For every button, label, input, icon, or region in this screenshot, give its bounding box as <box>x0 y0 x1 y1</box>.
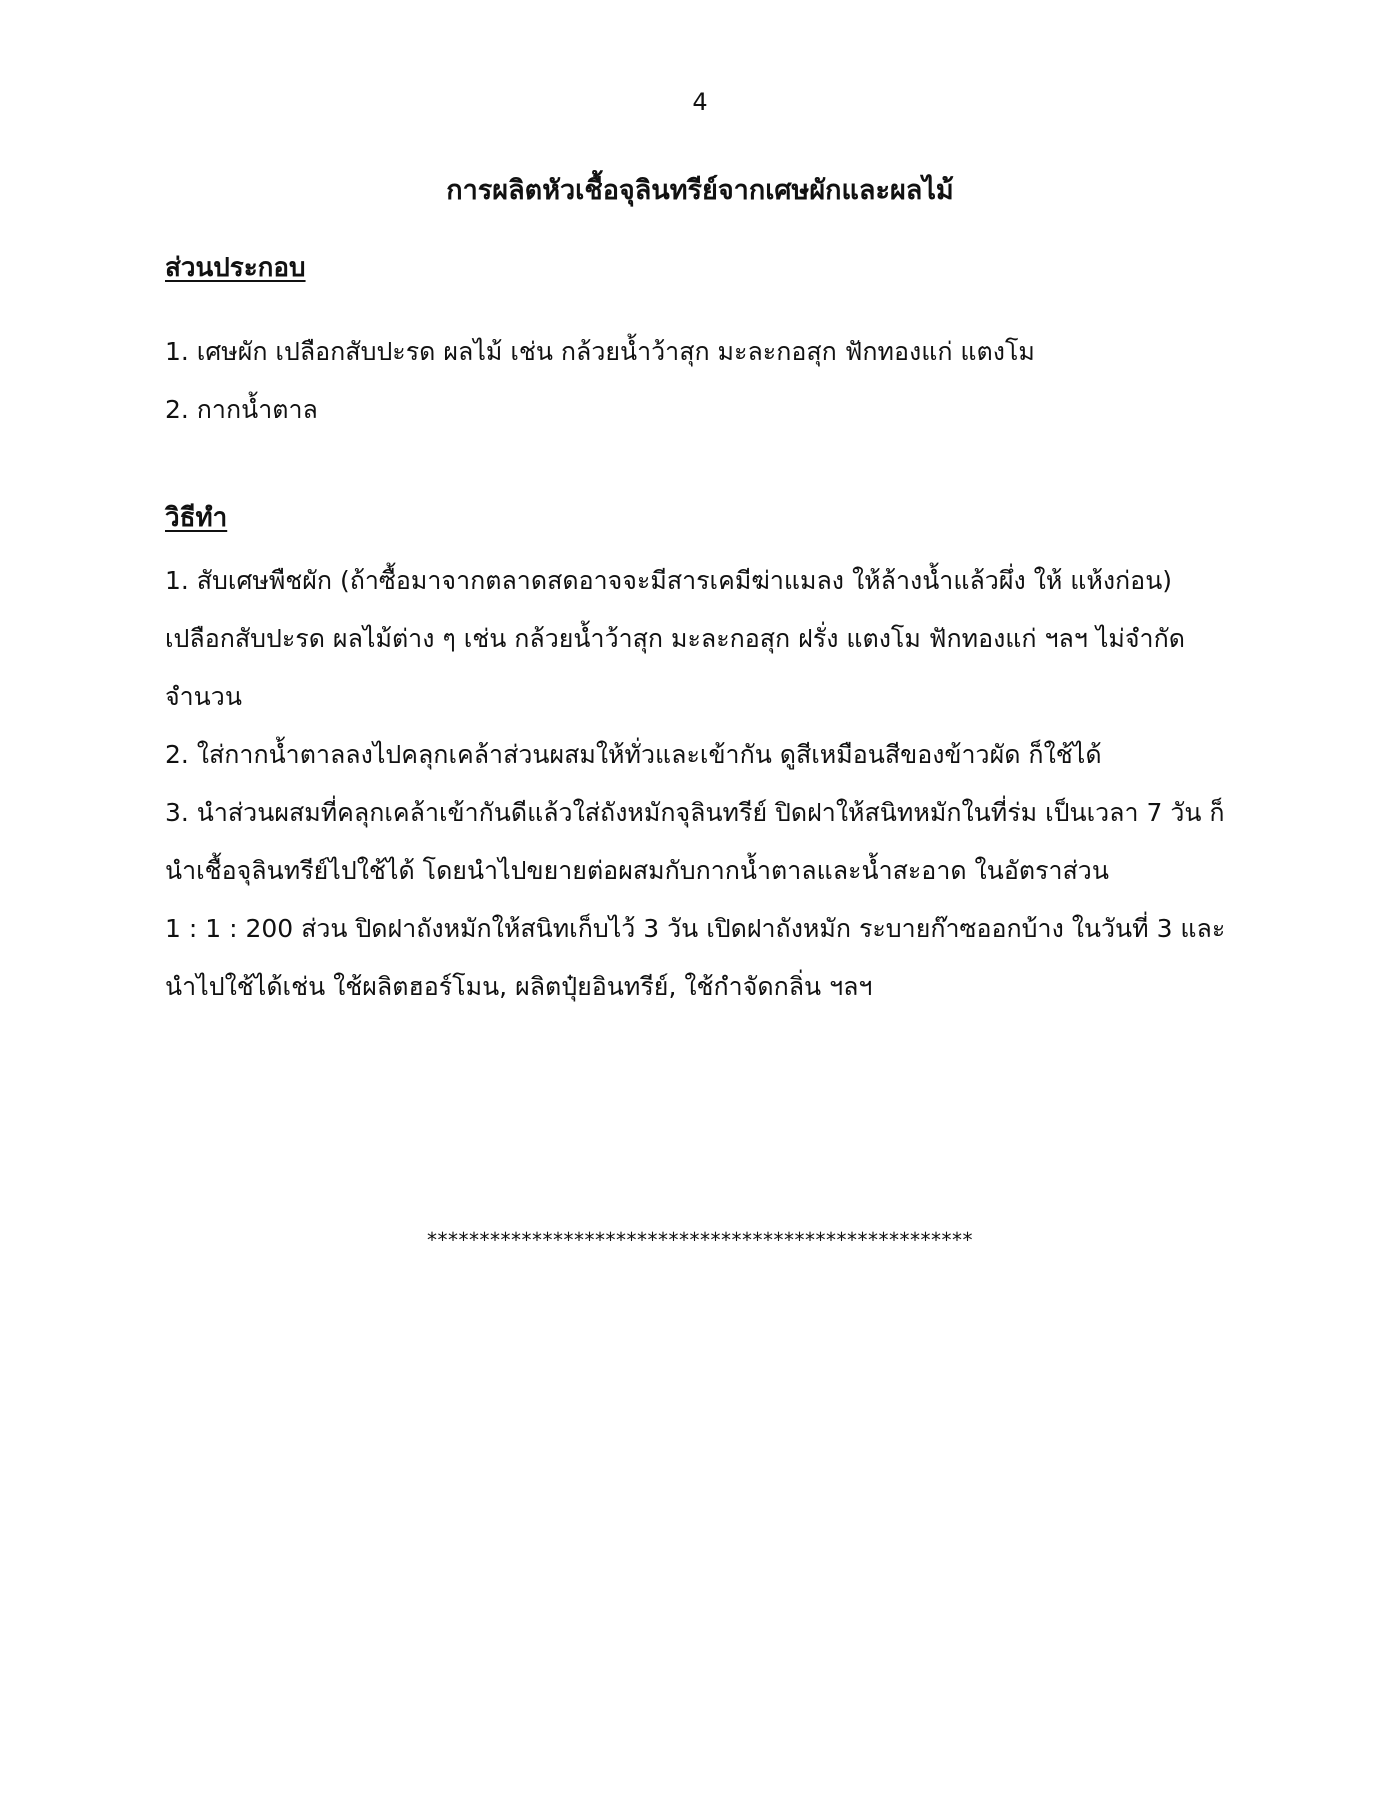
components-heading: ส่วนประกอบ <box>165 253 306 283</box>
method-line: เปลือกสับปะรด ผลไม้ต่าง ๆ เช่น กล้วยน้ำว้าสุก มะละกอสุก ฝรั่ง แตงโม ฟักทองแก่ ฯลฯ ไม่จำกัด <box>165 624 1185 653</box>
document-title: การผลิตหัวเชื้อจุลินทรีย์จากเศษผักและผลไม้ <box>446 175 954 206</box>
method-line: 2. ใส่กากน้ำตาลลงไปคลุกเคล้าส่วนผสมให้ทั่วและเข้ากัน ดูสีเหมือนสีของข้าวผัด ก็ใช้ได้ <box>165 740 1102 769</box>
method-line: จำนวน <box>165 682 242 711</box>
components-item: 1. เศษผัก เปลือกสับปะรด ผลไม้ เช่น กล้วยน้ำว้าสุก มะละกอสุก ฟักทองแก่ แตงโม <box>165 337 1035 366</box>
method-line: นำไปใช้ได้เช่น ใช้ผลิตฮอร์โมน, ผลิตปุ๋ยอินทรีย์, ใช้กำจัดกลิ่น ฯลฯ <box>165 972 873 1001</box>
method-line: 1 : 1 : 200 ส่วน ปิดฝาถังหมักให้สนิทเก็บไว้ 3 วัน เปิดฝาถังหมัก ระบายก๊าซออกบ้าง ในวันที่ 3 และ <box>165 914 1226 943</box>
method-line: 3. นำส่วนผสมที่คลุกเคล้าเข้ากันดีแล้วใส่ถังหมักจุลินทรีย์ ปิดฝาให้สนิทหมักในที่ร่ม เป็นเวลา 7 วัน ก็ <box>165 798 1225 827</box>
components-item: 2. กากน้ำตาล <box>165 395 318 424</box>
components-list <box>165 323 1245 439</box>
method-line: 1. สับเศษพืชผัก (ถ้าซื้อมาจากตลาดสดอาจจะมีสารเคมีฆ่าแมลง ให้ล้างน้ำแล้วผึ่ง ให้ แห้งก่อน) <box>165 566 1173 595</box>
method-line: นำเชื้อจุลินทรีย์ไปใช้ได้ โดยนำไปขยายต่อผสมกับกากน้ำตาลและน้ำสะอาด ในอัตราส่วน <box>165 856 1109 885</box>
method-heading: วิธีทำ <box>165 503 228 533</box>
method-list <box>165 552 1245 1016</box>
end-of-section-divider: **************************************************** <box>427 1228 973 1252</box>
page-number: 4 <box>692 88 708 116</box>
